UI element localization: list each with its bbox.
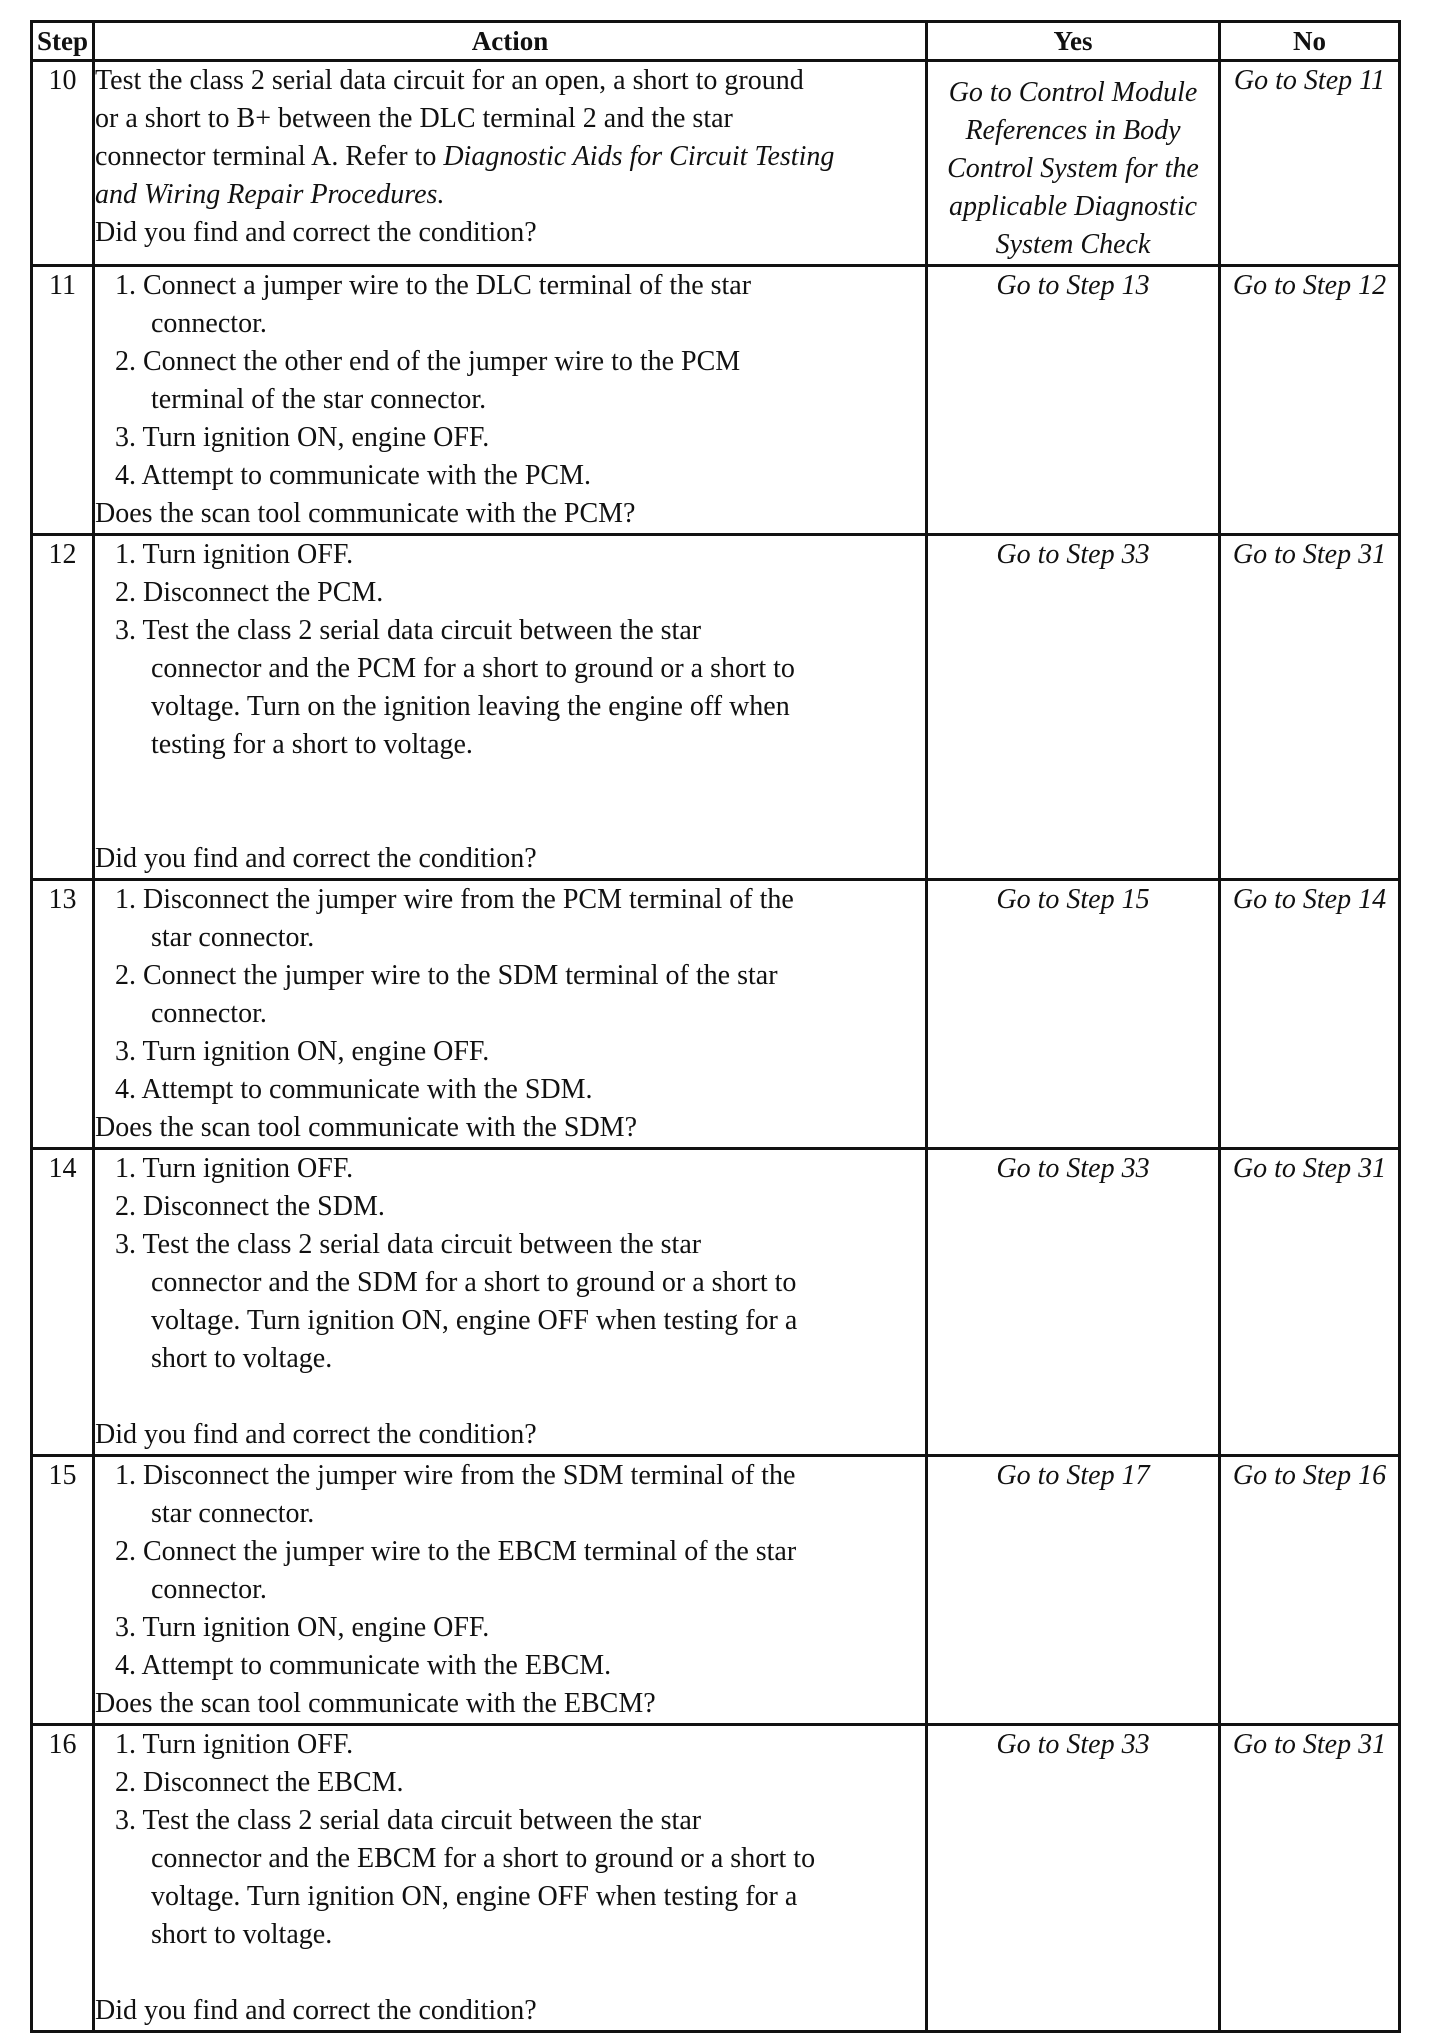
table-row bbox=[32, 61, 1400, 266]
table-row bbox=[32, 1149, 1400, 1456]
step-number: 15 bbox=[32, 1456, 94, 1725]
header-yes: Yes bbox=[927, 22, 1220, 61]
yes-cell: Go to Step 15 bbox=[927, 880, 1220, 1149]
no-cell: Go to Step 31 bbox=[1220, 1725, 1400, 2032]
step-number: 14 bbox=[32, 1149, 94, 1456]
action-cell: 1. Connect a jumper wire to the DLC terminal of the star connector. 2. Connect the other end of the jumper wire to the PCM terminal of the star connector. 3. Turn ignition ON, engine OFF. 4. Attempt to communicate with the PCM. Does the scan tool communicate with the PCM? bbox=[94, 266, 927, 535]
action-cell: 1. Turn ignition OFF. 2. Disconnect the EBCM. 3. Test the class 2 serial data circuit between the star connector and the EBCM for a short to ground or a short to voltage. Turn ignition ON, engine OFF when testing for a short to voltage. Did you find and correct the condition? bbox=[94, 1725, 927, 2032]
no-cell: Go to Step 31 bbox=[1220, 1149, 1400, 1456]
table-row bbox=[32, 1725, 1400, 2032]
table-row bbox=[32, 266, 1400, 535]
yes-cell: Go to Control Module References in Body Control System for the applicable Diagnostic System Check bbox=[927, 61, 1220, 266]
step-number: 11 bbox=[32, 266, 94, 535]
action-cell: 1. Disconnect the jumper wire from the PCM terminal of the star connector. 2. Connect the jumper wire to the SDM terminal of the star connector. 3. Turn ignition ON, engine OFF. 4. Attempt to communicate with the SDM. Does the scan tool communicate with the SDM? bbox=[94, 880, 927, 1149]
step-number: 13 bbox=[32, 880, 94, 1149]
yes-cell: Go to Step 17 bbox=[927, 1456, 1220, 1725]
question-text: Does the scan tool communicate with the SDM? bbox=[95, 1112, 637, 1143]
yes-cell: Go to Step 33 bbox=[927, 1725, 1220, 2032]
step-number: 10 bbox=[32, 61, 94, 266]
action-cell: Test the class 2 serial data circuit for an open, a short to ground or a short to B+ between the DLC terminal 2 and the star connector terminal A. Refer to Diagnostic Aids for Circuit Testing and Wiring Repair Procedures. Did you find and correct the condition? bbox=[94, 61, 927, 266]
action-cell: 1. Disconnect the jumper wire from the SDM terminal of the star connector. 2. Connect the jumper wire to the EBCM terminal of the star connector. 3. Turn ignition ON, engine OFF. 4. Attempt to communicate with the EBCM. Does the scan tool communicate with the EBCM? bbox=[94, 1456, 927, 1725]
table-row bbox=[32, 1456, 1400, 1725]
yes-cell: Go to Step 33 bbox=[927, 1149, 1220, 1456]
no-cell: Go to Step 31 bbox=[1220, 535, 1400, 880]
yes-cell: Go to Step 33 bbox=[927, 535, 1220, 880]
yes-cell: Go to Step 13 bbox=[927, 266, 1220, 535]
question-text: Did you find and correct the condition? bbox=[95, 1995, 537, 2026]
reference-link: Diagnostic Aids for Circuit Testing bbox=[443, 141, 835, 172]
step-number: 12 bbox=[32, 535, 94, 880]
question-text: Did you find and correct the condition? bbox=[95, 1419, 537, 1450]
table-row bbox=[32, 880, 1400, 1149]
action-cell: 1. Turn ignition OFF. 2. Disconnect the PCM. 3. Test the class 2 serial data circuit between the star connector and the PCM for a short to ground or a short to voltage. Turn on the ignition leaving the engine off when testing for a short to voltage. Did you find and correct the condition? bbox=[94, 535, 927, 880]
no-cell: Go to Step 12 bbox=[1220, 266, 1400, 535]
header-row bbox=[32, 22, 1400, 61]
header-no: No bbox=[1220, 22, 1400, 61]
action-cell: 1. Turn ignition OFF. 2. Disconnect the SDM. 3. Test the class 2 serial data circuit between the star connector and the SDM for a short to ground or a short to voltage. Turn ignition ON, engine OFF when testing for a short to voltage. Did you find and correct the condition? bbox=[94, 1149, 927, 1456]
step-number: 16 bbox=[32, 1725, 94, 2032]
table-row bbox=[32, 535, 1400, 880]
no-cell: Go to Step 14 bbox=[1220, 880, 1400, 1149]
diagnostic-table bbox=[30, 20, 1401, 2033]
question-text: Does the scan tool communicate with the PCM? bbox=[95, 498, 636, 529]
no-cell: Go to Step 16 bbox=[1220, 1456, 1400, 1725]
header-action: Action bbox=[94, 22, 927, 61]
question-text: Does the scan tool communicate with the EBCM? bbox=[95, 1688, 656, 1719]
no-cell: Go to Step 11 bbox=[1220, 61, 1400, 266]
question-text: Did you find and correct the condition? bbox=[95, 843, 537, 874]
question-text: Did you find and correct the condition? bbox=[95, 217, 537, 248]
header-step: Step bbox=[32, 22, 94, 61]
